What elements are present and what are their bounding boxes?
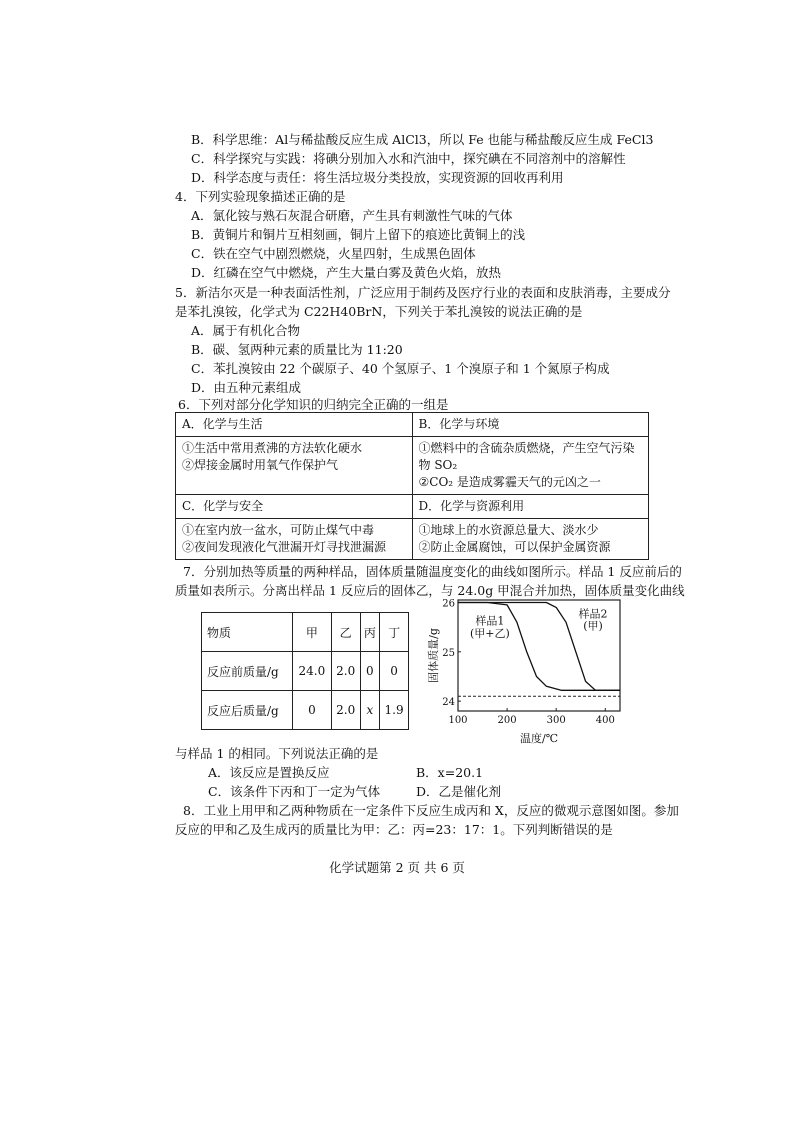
- q8-stem-line2: 反应的甲和乙及生成丙的质量比为甲：乙：丙=23：17：1。下列判断错误的是: [175, 822, 613, 837]
- q6-a-item-2: ②焊接金属时用氧气作保护气: [182, 458, 339, 472]
- q7-before-bing: 0: [360, 652, 380, 691]
- x-tick-label: 200: [497, 715, 517, 726]
- q6-stem: 6．下列对部分化学知识的归纳完全正确的一组是: [178, 397, 449, 412]
- q4-option-c: C．铁在空气中剧烈燃烧，火星四射，生成黑色固体: [191, 246, 476, 261]
- q7-option-b: B．x=20.1: [416, 765, 484, 780]
- q6-b-item-1: ①燃料中的含硫杂质燃烧，产生空气污染物 SO₂: [418, 441, 635, 472]
- q5-option-a: A．属于有机化合物: [191, 323, 301, 338]
- x-tick-label: 300: [546, 715, 566, 726]
- q3-option-b: B．科学思维：Al与稀盐酸反应生成 AlCl3，所以 Fe 也能与稀盐酸反应生成 FeCl3: [191, 132, 654, 147]
- q7-stem-line1: 7．分别加热等质量的两种样品，固体质量随温度变化的曲线如图所示。样品 1 反应前后的: [183, 564, 682, 579]
- q5-option-b: B．碳、氢两种元素的质量比为 11:20: [191, 342, 403, 357]
- q6-b-title: B．化学与环境: [412, 413, 649, 437]
- q7-stem-line3: 与样品 1 的相同。下列说法正确的是: [175, 746, 379, 761]
- q6-d-item-1: ①地球上的水资源总量大、淡水少: [418, 523, 599, 537]
- series-2-sublabel: (甲): [583, 619, 603, 633]
- series-1-sublabel: (甲+乙): [470, 627, 510, 640]
- q7-mass-temperature-chart: [425, 594, 635, 744]
- q3-option-c: C．科学探究与实践：将碘分别加入水和汽油中，探究碘在不同溶剂中的溶解性: [191, 151, 626, 166]
- q5-option-d: D．由五种元素组成: [191, 380, 302, 395]
- q6-c-item-2: ②夜间发现液化气泄漏开灯寻找泄漏源: [182, 540, 387, 554]
- q3-option-d: D．科学态度与责任：将生活垃圾分类投放，实现资源的回收再利用: [191, 170, 564, 185]
- q7-row-after-label: 反应后质量/g: [202, 691, 293, 730]
- q6-knowledge-table: [175, 412, 649, 560]
- q7-row-before-label: 反应前质量/g: [202, 652, 293, 691]
- q6-a-content: [176, 437, 413, 495]
- q7-header-bing: 丙: [360, 613, 380, 652]
- q5-stem-line1: 5．新洁尔灭是一种表面活性剂，广泛应用于制药及医疗行业的表面和皮肤消毒，主要成分: [175, 285, 671, 300]
- page-footer: 化学试题第 2 页 共 6 页: [329, 860, 465, 875]
- q7-option-a: A．该反应是置换反应: [208, 765, 330, 780]
- q6-a-title: A．化学与生活: [176, 413, 413, 437]
- x-tick-label: 400: [595, 715, 615, 726]
- q7-before-ding: 0: [380, 652, 409, 691]
- q6-d-content: [412, 519, 649, 560]
- q7-before-jia: 24.0: [293, 652, 332, 691]
- q7-after-jia: 0: [293, 691, 332, 730]
- q7-before-yi: 2.0: [331, 652, 360, 691]
- q5-stem-line2: 是苯扎溴铵，化学式为 C22H40BrN，下列关于苯扎溴铵的说法正确的是: [175, 304, 583, 319]
- q6-a-item-1: ①生活中常用煮沸的方法软化硬水: [182, 441, 363, 455]
- q7-header-ding: 丁: [380, 613, 409, 652]
- y-tick-label: 25: [442, 647, 455, 659]
- q6-d-item-2: ②防止金属腐蚀，可以保护金属资源: [418, 540, 611, 554]
- q7-header-jia: 甲: [293, 613, 332, 652]
- q7-header-substance: 物质: [202, 613, 293, 652]
- series-1-label: 样品1: [475, 614, 505, 628]
- x-tick-label: 100: [448, 715, 468, 726]
- q6-d-title: D．化学与资源利用: [412, 495, 649, 519]
- q6-b-item-2: ②CO₂ 是造成雾霾天气的元凶之一: [418, 475, 601, 489]
- x-axis-label: 温度/℃: [519, 732, 559, 744]
- q6-c-title: C．化学与安全: [176, 495, 413, 519]
- q7-header-yi: 乙: [331, 613, 360, 652]
- series-2-label: 样品2: [578, 607, 608, 621]
- q7-option-d: D．乙是催化剂: [416, 784, 502, 799]
- y-tick-label: 24: [442, 697, 455, 709]
- q7-stem-line2: 质量如表所示。分离出样品 1 反应后的固体乙，与 24.0g 甲混合并加热，固体质量变化曲线: [175, 583, 685, 598]
- q5-option-c: C．苯扎溴铵由 22 个碳原子、40 个氢原子、1 个溴原子和 1 个氮原子构成: [191, 361, 610, 376]
- q6-c-content: [176, 519, 413, 560]
- q7-option-c: C．该条件下丙和丁一定为气体: [208, 784, 381, 799]
- y-tick-label: 26: [442, 598, 455, 610]
- q7-after-bing: x: [360, 691, 380, 730]
- q4-option-b: B．黄铜片和铜片互相刻画，铜片上留下的痕迹比黄铜上的浅: [191, 227, 526, 242]
- q7-after-yi: 2.0: [331, 691, 360, 730]
- q6-c-item-1: ①在室内放一盆水，可防止煤气中毒: [182, 523, 375, 537]
- q4-option-a: A．氯化铵与熟石灰混合研磨，产生具有刺激性气味的气体: [191, 208, 513, 223]
- q7-mass-table: [201, 612, 409, 730]
- q6-b-content: [412, 437, 649, 495]
- q4-option-d: D．红磷在空气中燃烧，产生大量白雾及黄色火焰，放热: [191, 265, 502, 280]
- y-axis-label: 固体质量/g: [427, 628, 440, 683]
- q7-after-ding: 1.9: [380, 691, 409, 730]
- q4-stem: 4．下列实验现象描述正确的是: [175, 189, 346, 204]
- q8-stem-line1: 8．工业上用甲和乙两种物质在一定条件下反应生成丙和 X，反应的微观示意图如图。参加: [183, 803, 679, 818]
